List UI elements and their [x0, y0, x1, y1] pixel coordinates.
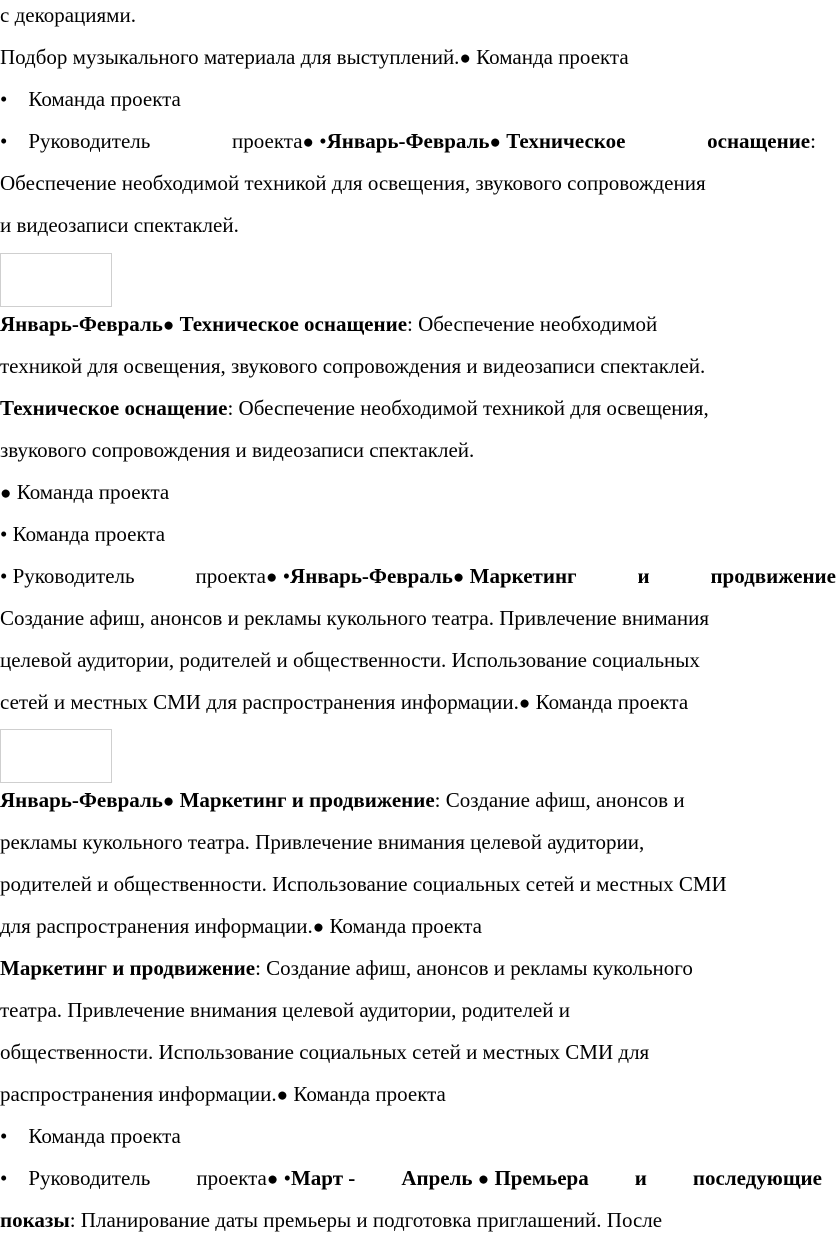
text-line: Маркетинг и продвижение: Создание афиш, анонсов и рекламы кукольного	[0, 956, 693, 980]
text-line: и видеозаписи спектаклей.	[0, 213, 239, 237]
list-item: ● Команда проекта	[0, 480, 170, 504]
image-placeholder	[0, 253, 112, 307]
text-line: Январь-Февраль● Техническое оснащение: Обеспечение необходимой	[0, 312, 658, 336]
text-line: театра. Привлечение внимания целевой аудитории, родителей и	[0, 998, 570, 1022]
text-line: звукового сопровождения и видеозаписи спектаклей.	[0, 438, 475, 462]
list-item: • Команда проекта	[0, 87, 181, 111]
text-line: сетей и местных СМИ для распространения информации.● Команда проекта	[0, 690, 689, 714]
text-line: Январь-Февраль● Маркетинг и продвижение: Создание афиш, анонсов и	[0, 788, 685, 812]
list-item: • Руководитель проекта● •Январь-Февраль● Маркетинг и продвижение	[0, 564, 836, 588]
list-item: • Руководитель проекта● •Март - Апрель ● Премьера и последующие	[0, 1166, 822, 1190]
text-line: рекламы кукольного театра. Привлечение внимания целевой аудитории,	[0, 830, 645, 854]
image-placeholder	[0, 729, 112, 783]
list-item: • Команда проекта	[0, 1124, 181, 1148]
text-line: распространения информации.● Команда проекта	[0, 1082, 446, 1106]
text-line: родителей и общественности. Использование социальных сетей и местных СМИ	[0, 872, 727, 896]
text-line: для распространения информации.● Команда проекта	[0, 914, 482, 938]
text-line: показы: Планирование даты премьеры и подготовка приглашений. После	[0, 1208, 663, 1232]
text-line: Создание афиш, анонсов и рекламы кукольного театра. Привлечение внимания	[0, 606, 709, 630]
text-line: Техническое оснащение: Обеспечение необходимой техникой для освещения,	[0, 396, 709, 420]
list-item: • Команда проекта	[0, 522, 166, 546]
list-item: • Руководитель проекта● •Январь-Февраль● Техническое оснащение:	[0, 129, 816, 153]
text-line: с декорациями.	[0, 3, 136, 27]
text-line: целевой аудитории, родителей и общественности. Использование социальных	[0, 648, 700, 672]
text-line: Подбор музыкального материала для выступлений.● Команда проекта	[0, 45, 629, 69]
text-line: общественности. Использование социальных сетей и местных СМИ для	[0, 1040, 650, 1064]
text-line: техникой для освещения, звукового сопровождения и видеозаписи спектаклей.	[0, 354, 706, 378]
text-line: Обеспечение необходимой техникой для освещения, звукового сопровождения	[0, 171, 706, 195]
